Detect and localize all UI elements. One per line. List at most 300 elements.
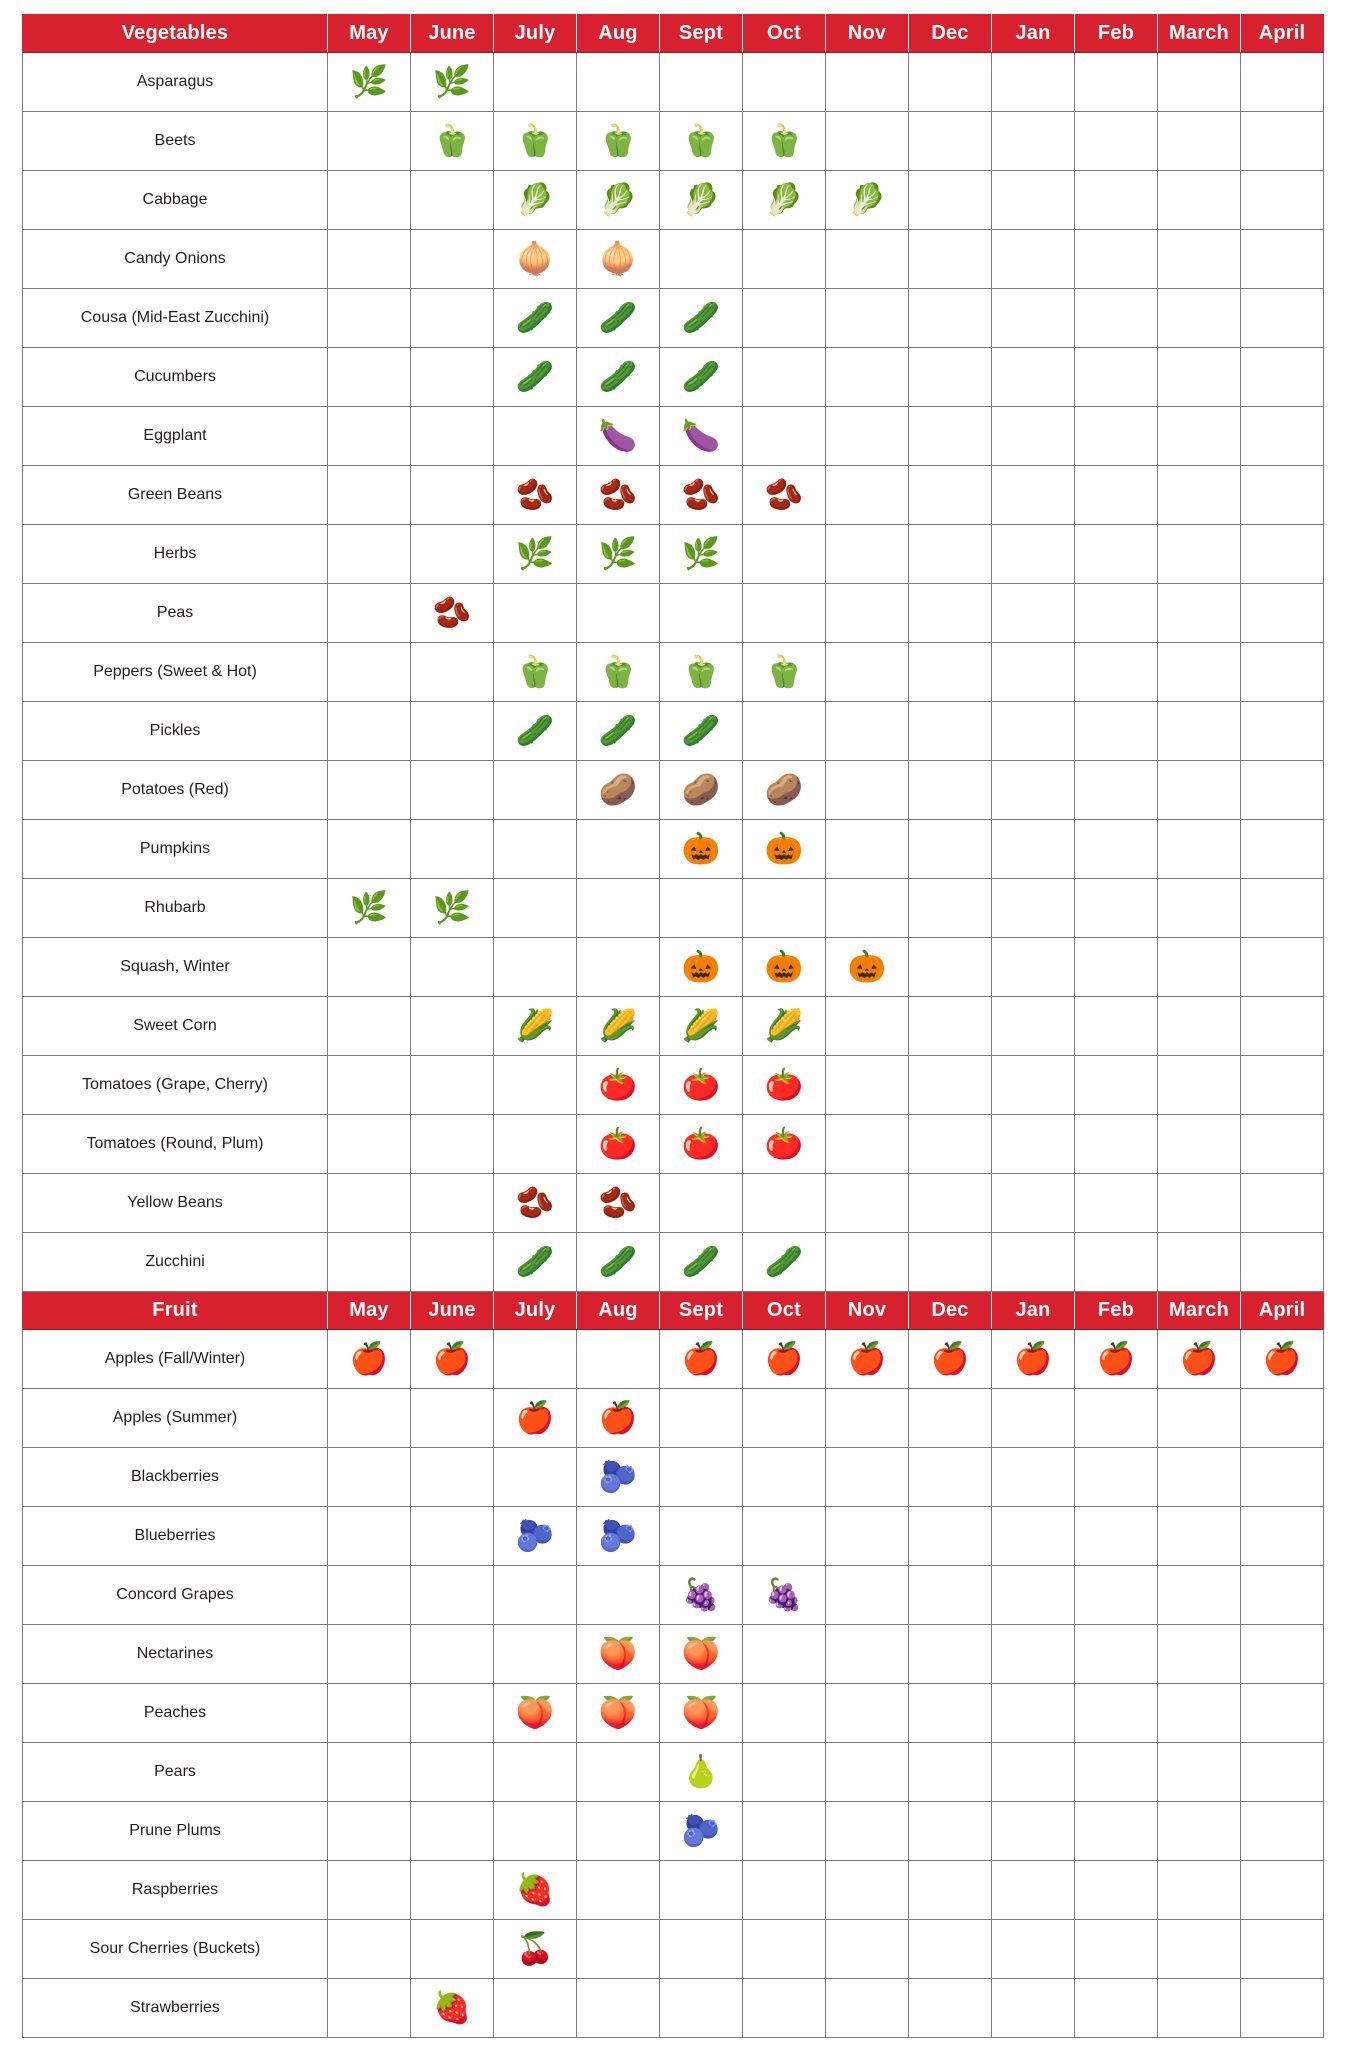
table-row — [23, 53, 1324, 112]
empty-marker — [909, 1566, 991, 1624]
empty-marker — [328, 1448, 410, 1506]
availability-cell-filled — [577, 997, 660, 1056]
availability-cell-empty — [826, 1684, 909, 1743]
empty-marker — [577, 1920, 659, 1978]
availability-cell-filled — [826, 1330, 909, 1389]
empty-marker — [1241, 1802, 1323, 1860]
green-bean-icon: 🫘 — [598, 477, 638, 512]
empty-marker — [328, 1625, 410, 1683]
empty-marker — [743, 1448, 825, 1506]
availability-cell-empty — [411, 702, 494, 761]
availability-cell-empty — [1075, 289, 1158, 348]
blueberry-icon: 🫐 — [598, 1518, 638, 1553]
produce-label: Potatoes (Red) — [23, 761, 328, 820]
empty-marker — [1158, 702, 1240, 760]
availability-cell-empty — [494, 879, 577, 938]
availability-cell-empty — [411, 1389, 494, 1448]
empty-marker — [909, 1115, 991, 1173]
produce-label: Yellow Beans — [23, 1174, 328, 1233]
availability-cell-empty — [660, 1448, 743, 1507]
month-header-jan: Jan — [992, 15, 1075, 53]
availability-cell-empty — [1241, 348, 1324, 407]
empty-marker — [1158, 1056, 1240, 1114]
availability-cell-empty — [1158, 112, 1241, 171]
empty-marker — [826, 1174, 908, 1232]
empty-marker — [1158, 1979, 1240, 2037]
empty-marker — [328, 1056, 410, 1114]
empty-marker — [909, 997, 991, 1055]
empty-marker — [826, 702, 908, 760]
tomato-icon: 🍅 — [764, 1126, 804, 1161]
empty-marker — [992, 1389, 1074, 1447]
availability-cell-empty — [328, 348, 411, 407]
availability-cell-empty — [826, 230, 909, 289]
empty-marker — [411, 1625, 493, 1683]
availability-cell-empty — [992, 1979, 1075, 2038]
availability-cell-empty — [992, 525, 1075, 584]
empty-marker — [494, 879, 576, 937]
availability-cell-empty — [328, 1566, 411, 1625]
empty-marker — [1158, 230, 1240, 288]
availability-cell-empty — [743, 1448, 826, 1507]
produce-label: Concord Grapes — [23, 1566, 328, 1625]
availability-cell-empty — [743, 1920, 826, 1979]
availability-cell-filled — [743, 1330, 826, 1389]
availability-cell-empty — [1075, 1979, 1158, 2038]
availability-cell-filled — [577, 289, 660, 348]
empty-marker — [826, 230, 908, 288]
empty-marker — [1075, 171, 1157, 229]
availability-cell-empty — [992, 289, 1075, 348]
table-row — [23, 1174, 1324, 1233]
empty-marker — [411, 289, 493, 347]
availability-cell-empty — [1241, 1861, 1324, 1920]
empty-marker — [826, 1625, 908, 1683]
empty-marker — [909, 1802, 991, 1860]
yellow-bean-icon: 🫘 — [598, 1185, 638, 1220]
cabbage-icon: 🥬 — [515, 182, 555, 217]
availability-cell-empty — [411, 407, 494, 466]
availability-cell-empty — [328, 643, 411, 702]
red-potato-icon: 🥔 — [598, 772, 638, 807]
empty-marker — [1241, 761, 1323, 819]
empty-marker — [826, 643, 908, 701]
produce-label: Strawberries — [23, 1979, 328, 2038]
month-header-may: May — [328, 15, 411, 53]
empty-marker — [992, 1684, 1074, 1742]
month-header-nov: Nov — [826, 1292, 909, 1330]
availability-cell-empty — [328, 820, 411, 879]
herb-icon: 🌿 — [515, 536, 555, 571]
red-apple-icon: 🍎 — [764, 1341, 804, 1376]
asparagus-icon: 🌿 — [349, 64, 389, 99]
availability-cell-empty — [1075, 761, 1158, 820]
empty-marker — [328, 1979, 410, 2037]
empty-marker — [1241, 1056, 1323, 1114]
availability-cell-empty — [1075, 348, 1158, 407]
empty-marker — [909, 643, 991, 701]
empty-marker — [411, 1389, 493, 1447]
red-apple-icon: 🍎 — [432, 1341, 472, 1376]
availability-cell-empty — [1075, 1507, 1158, 1566]
empty-marker — [909, 1056, 991, 1114]
empty-marker — [411, 761, 493, 819]
empty-marker — [1075, 466, 1157, 524]
availability-cell-empty — [577, 1861, 660, 1920]
empty-marker — [660, 1861, 742, 1919]
availability-cell-empty — [909, 643, 992, 702]
availability-cell-filled — [660, 997, 743, 1056]
availability-cell-filled — [494, 466, 577, 525]
availability-cell-filled — [494, 112, 577, 171]
empty-marker — [1241, 584, 1323, 642]
empty-marker — [328, 643, 410, 701]
availability-cell-empty — [992, 1625, 1075, 1684]
strawberry-icon: 🍓 — [432, 1990, 472, 2025]
availability-cell-filled — [826, 938, 909, 997]
herb-icon: 🌿 — [598, 536, 638, 571]
availability-cell-filled — [660, 820, 743, 879]
availability-cell-empty — [743, 1174, 826, 1233]
month-header-nov: Nov — [826, 15, 909, 53]
calendar-body — [23, 15, 1324, 2038]
produce-label: Peppers (Sweet & Hot) — [23, 643, 328, 702]
empty-marker — [1158, 525, 1240, 583]
empty-marker — [826, 1507, 908, 1565]
produce-label: Sweet Corn — [23, 997, 328, 1056]
empty-marker — [494, 53, 576, 111]
produce-label: Cousa (Mid-East Zucchini) — [23, 289, 328, 348]
availability-cell-empty — [577, 820, 660, 879]
grape-icon: 🍇 — [681, 1577, 721, 1612]
empty-marker — [1241, 1174, 1323, 1232]
empty-marker — [328, 1861, 410, 1919]
availability-cell-filled — [328, 879, 411, 938]
table-row — [23, 1056, 1324, 1115]
availability-cell-empty — [909, 1566, 992, 1625]
availability-cell-empty — [909, 407, 992, 466]
availability-cell-empty — [909, 1743, 992, 1802]
availability-cell-filled — [494, 1389, 577, 1448]
table-row — [23, 997, 1324, 1056]
empty-marker — [909, 1979, 991, 2037]
empty-marker — [826, 407, 908, 465]
empty-marker — [992, 1802, 1074, 1860]
empty-marker — [826, 1056, 908, 1114]
availability-cell-filled — [494, 1174, 577, 1233]
empty-marker — [411, 407, 493, 465]
availability-cell-empty — [743, 53, 826, 112]
table-row — [23, 820, 1324, 879]
produce-label: Blueberries — [23, 1507, 328, 1566]
availability-cell-empty — [992, 1056, 1075, 1115]
availability-cell-empty — [743, 879, 826, 938]
empty-marker — [992, 1861, 1074, 1919]
availability-cell-empty — [909, 112, 992, 171]
availability-cell-filled — [577, 1174, 660, 1233]
empty-marker — [743, 53, 825, 111]
availability-cell-filled — [1241, 1330, 1324, 1389]
availability-cell-empty — [1158, 1861, 1241, 1920]
availability-cell-empty — [826, 1861, 909, 1920]
empty-marker — [1075, 230, 1157, 288]
availability-cell-filled — [660, 1330, 743, 1389]
prune-plum-icon: 🫐 — [681, 1813, 721, 1848]
produce-label: Asparagus — [23, 53, 328, 112]
empty-marker — [743, 1920, 825, 1978]
availability-cell-empty — [1241, 1507, 1324, 1566]
empty-marker — [328, 230, 410, 288]
empty-marker — [328, 1115, 410, 1173]
availability-cell-empty — [1158, 1625, 1241, 1684]
table-row — [23, 1802, 1324, 1861]
section-title-vegetables: Vegetables — [23, 15, 328, 53]
raspberry-icon: 🍓 — [515, 1872, 555, 1907]
table-row — [23, 1115, 1324, 1174]
empty-marker — [909, 879, 991, 937]
zucchini-icon: 🥒 — [681, 1244, 721, 1279]
empty-marker — [494, 1115, 576, 1173]
month-header-oct: Oct — [743, 1292, 826, 1330]
empty-marker — [1158, 1743, 1240, 1801]
month-header-feb: Feb — [1075, 15, 1158, 53]
empty-marker — [660, 879, 742, 937]
empty-marker — [1241, 1920, 1323, 1978]
availability-cell-empty — [743, 407, 826, 466]
availability-cell-filled — [577, 1625, 660, 1684]
availability-cell-empty — [1241, 1115, 1324, 1174]
availability-cell-filled — [743, 112, 826, 171]
empty-marker — [328, 407, 410, 465]
empty-marker — [1241, 1979, 1323, 2037]
availability-cell-empty — [328, 1115, 411, 1174]
blackberry-icon: 🫐 — [598, 1459, 638, 1494]
availability-cell-empty — [1241, 643, 1324, 702]
red-potato-icon: 🥔 — [681, 772, 721, 807]
empty-marker — [411, 230, 493, 288]
availability-cell-empty — [1158, 702, 1241, 761]
empty-marker — [992, 584, 1074, 642]
availability-cell-filled — [660, 1115, 743, 1174]
empty-marker — [1158, 1115, 1240, 1173]
beet-icon: 🫑 — [764, 123, 804, 158]
empty-marker — [992, 525, 1074, 583]
corn-icon: 🌽 — [681, 1008, 721, 1043]
empty-marker — [743, 1979, 825, 2037]
nectarine-icon: 🍑 — [681, 1636, 721, 1671]
empty-marker — [1241, 1743, 1323, 1801]
green-bean-icon: 🫘 — [515, 477, 555, 512]
availability-cell-filled — [411, 53, 494, 112]
availability-cell-empty — [909, 1233, 992, 1292]
availability-cell-empty — [1241, 879, 1324, 938]
table-row — [23, 1330, 1324, 1389]
month-header-june: June — [411, 1292, 494, 1330]
availability-cell-empty — [1158, 1566, 1241, 1625]
produce-label: Green Beans — [23, 466, 328, 525]
empty-marker — [1075, 997, 1157, 1055]
availability-cell-empty — [1075, 1174, 1158, 1233]
empty-marker — [1241, 1684, 1323, 1742]
availability-cell-empty — [992, 997, 1075, 1056]
cabbage-icon: 🥬 — [764, 182, 804, 217]
empty-marker — [826, 1920, 908, 1978]
produce-label: Apples (Fall/Winter) — [23, 1330, 328, 1389]
empty-marker — [660, 1920, 742, 1978]
availability-cell-empty — [909, 820, 992, 879]
availability-cell-empty — [328, 230, 411, 289]
availability-cell-empty — [494, 761, 577, 820]
availability-cell-empty — [1241, 407, 1324, 466]
availability-cell-empty — [328, 407, 411, 466]
availability-cell-empty — [494, 1802, 577, 1861]
empty-marker — [1075, 407, 1157, 465]
availability-cell-filled — [577, 230, 660, 289]
empty-marker — [1075, 1174, 1157, 1232]
empty-marker — [577, 53, 659, 111]
availability-cell-empty — [1075, 997, 1158, 1056]
availability-cell-empty — [1158, 1743, 1241, 1802]
empty-marker — [1241, 1507, 1323, 1565]
month-header-july: July — [494, 15, 577, 53]
availability-cell-empty — [1158, 466, 1241, 525]
availability-cell-empty — [411, 348, 494, 407]
availability-cell-empty — [1075, 1566, 1158, 1625]
empty-marker — [826, 1861, 908, 1919]
availability-cell-filled — [577, 525, 660, 584]
empty-marker — [411, 820, 493, 878]
empty-marker — [909, 348, 991, 406]
produce-label: Cucumbers — [23, 348, 328, 407]
empty-marker — [1075, 1507, 1157, 1565]
availability-cell-empty — [743, 1389, 826, 1448]
cucumber-icon: 🥒 — [515, 359, 555, 394]
empty-marker — [992, 1115, 1074, 1173]
empty-marker — [328, 171, 410, 229]
availability-cell-empty — [1158, 1507, 1241, 1566]
availability-cell-empty — [660, 1861, 743, 1920]
availability-cell-empty — [1241, 584, 1324, 643]
availability-cell-empty — [826, 407, 909, 466]
availability-cell-filled — [328, 1330, 411, 1389]
availability-cell-filled — [743, 761, 826, 820]
produce-label: Tomatoes (Grape, Cherry) — [23, 1056, 328, 1115]
empty-marker — [1075, 879, 1157, 937]
availability-cell-empty — [1158, 1174, 1241, 1233]
table-row — [23, 1979, 1324, 2038]
availability-cell-empty — [743, 702, 826, 761]
empty-marker — [743, 525, 825, 583]
availability-cell-filled — [660, 1625, 743, 1684]
produce-label: Squash, Winter — [23, 938, 328, 997]
empty-marker — [909, 938, 991, 996]
availability-cell-empty — [1241, 1625, 1324, 1684]
empty-marker — [494, 1448, 576, 1506]
empty-marker — [992, 1920, 1074, 1978]
availability-cell-empty — [992, 1233, 1075, 1292]
availability-cell-empty — [909, 53, 992, 112]
availability-cell-empty — [1241, 1056, 1324, 1115]
availability-cell-empty — [577, 938, 660, 997]
availability-cell-empty — [826, 525, 909, 584]
empty-marker — [909, 1625, 991, 1683]
empty-marker — [411, 997, 493, 1055]
empty-marker — [909, 584, 991, 642]
empty-marker — [909, 112, 991, 170]
corn-icon: 🌽 — [515, 1008, 555, 1043]
availability-cell-empty — [909, 1979, 992, 2038]
availability-cell-empty — [1158, 1448, 1241, 1507]
availability-cell-empty — [992, 1920, 1075, 1979]
empty-marker — [494, 1625, 576, 1683]
availability-cell-empty — [826, 1802, 909, 1861]
availability-cell-empty — [328, 1802, 411, 1861]
availability-cell-empty — [1241, 525, 1324, 584]
availability-cell-filled — [660, 407, 743, 466]
availability-cell-filled — [743, 466, 826, 525]
availability-cell-empty — [992, 820, 1075, 879]
produce-label: Peaches — [23, 1684, 328, 1743]
empty-marker — [743, 584, 825, 642]
red-apple-icon: 🍎 — [1179, 1341, 1219, 1376]
table-row — [23, 1507, 1324, 1566]
empty-marker — [826, 112, 908, 170]
availability-cell-filled — [411, 1979, 494, 2038]
empty-marker — [1241, 525, 1323, 583]
empty-marker — [577, 820, 659, 878]
empty-marker — [660, 1174, 742, 1232]
availability-cell-filled — [328, 53, 411, 112]
availability-cell-empty — [494, 938, 577, 997]
availability-cell-filled — [577, 1684, 660, 1743]
red-pepper-icon: 🫑 — [764, 654, 804, 689]
empty-marker — [909, 761, 991, 819]
empty-marker — [494, 1802, 576, 1860]
availability-cell-filled — [660, 761, 743, 820]
rhubarb-icon: 🌿 — [432, 890, 472, 925]
availability-cell-empty — [411, 1920, 494, 1979]
eggplant-icon: 🍆 — [681, 418, 721, 453]
empty-marker — [826, 348, 908, 406]
availability-cell-empty — [1075, 938, 1158, 997]
cousa-zucchini-icon: 🥒 — [598, 300, 638, 335]
empty-marker — [1241, 1115, 1323, 1173]
empty-marker — [1075, 1566, 1157, 1624]
empty-marker — [1158, 1507, 1240, 1565]
empty-marker — [992, 702, 1074, 760]
availability-cell-filled — [660, 1566, 743, 1625]
availability-cell-empty — [1158, 230, 1241, 289]
availability-cell-empty — [411, 1507, 494, 1566]
availability-cell-empty — [1241, 1174, 1324, 1233]
empty-marker — [328, 1566, 410, 1624]
availability-cell-empty — [1075, 1861, 1158, 1920]
produce-label: Raspberries — [23, 1861, 328, 1920]
nectarine-icon: 🍑 — [598, 1636, 638, 1671]
availability-cell-empty — [328, 525, 411, 584]
empty-marker — [411, 1684, 493, 1742]
table-row — [23, 1684, 1324, 1743]
availability-cell-empty — [328, 1684, 411, 1743]
empty-marker — [992, 171, 1074, 229]
availability-cell-empty — [992, 53, 1075, 112]
section-header-row — [23, 1292, 1324, 1330]
availability-cell-empty — [1075, 53, 1158, 112]
produce-label: Prune Plums — [23, 1802, 328, 1861]
empty-marker — [1158, 938, 1240, 996]
empty-marker — [411, 348, 493, 406]
month-header-aug: Aug — [577, 15, 660, 53]
